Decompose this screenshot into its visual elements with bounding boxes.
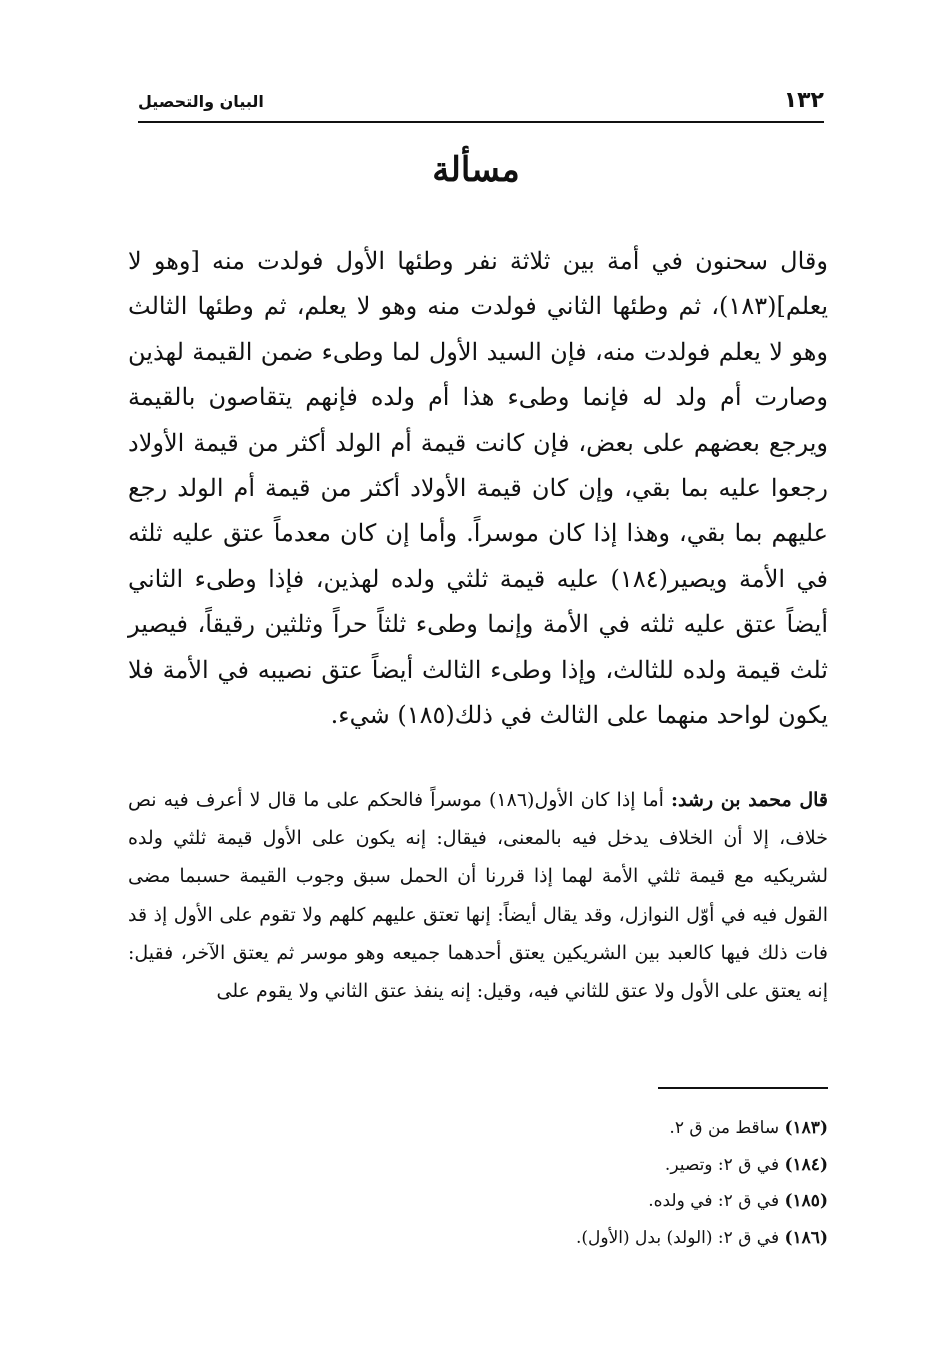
footnote-number: (١٨٦): [784, 1227, 828, 1248]
footnote-item: [128, 1147, 828, 1184]
main-paragraph: وقال سحنون في أمة بين ثلاثة نفر وطئها الأول فولدت منه [وهو لا يعلم](١٨٣)، ثم وطئها الثاني فولدت منه وهو لا يعلم، ثم وطئها الثالث وهو لا يعلم فولدت منه، فإن السيد الأول لما وطىء ضمن القيمة لهذين وصارت أم ولد له فإنما وطىء هذا أم ولده فإنهم يتقاصون بالقيمة ويرجع بعضهم على بعض، فإن كانت قيمة أم الولد أكثر من قيمة الأولاد رجعوا عليه بما بقي، وإن كان قيمة الأولاد أكثر من قيمة أم الولد رجع عليهم بما بقي، وهذا إذا كان موسراً. وأما إن كان معدماً عتق عليه ثلثه في الأمة ويصير(١٨٤) عليه قيمة ثلثي ولده لهذين، فإذا وطىء الثاني أيضاً عتق عليه ثلثه في الأمة وإنما وطىء ثلثاً حراً وثلثين رقيقاً، فيصير ثلث قيمة ولده للثالث، وإذا وطىء الثالث أيضاً عتق نصيبه في الأمة فلا يكون لواحد منهما على الثالث في ذلك(١٨٥) شيء.: [128, 247, 828, 730]
section-title: مسألة: [432, 150, 520, 190]
header-rule: [138, 121, 824, 123]
footnote-number: (١٨٤): [784, 1154, 828, 1175]
commentary-text: أما إذا كان الأول(١٨٦) موسراً فالحكم على ما قال لا أعرف فيه نص خلاف، إلا أن الخلاف يدخل فيه بالمعنى، فيقال: إنه يكون على الأول قيمة ثلثي ولده لشريكيه مع قيمة ثلثي الأمة لهما إذا قررنا أن الحمل سبق وجوب القيمة حسبما مضى القول فيه في أوّل النوازل، وقد يقال أيضاً: إنها تعتق عليهم كلهم ولا تقوم على الأول إذ قد فات ذلك فيها كالعبد بين الشريكين يعتق أحدهما جميعه وهو موسر ثم يعتق الآخر، فقيل: إنه يعتق على الأول ولا عتق للثاني فيه، وقيل: إنه ينفذ عتق الثاني ولا يقوم على: [128, 789, 829, 1003]
page-number: ١٣٢: [783, 88, 824, 113]
footnote-text: في ق ٢: في ولده.: [648, 1191, 785, 1211]
footnote-item: [128, 1183, 828, 1220]
footnote-rule: [658, 1087, 828, 1089]
running-title: البيان والتحصيل: [138, 92, 264, 111]
footnote-text: في ق ٢: وتصير.: [664, 1154, 785, 1175]
commentary-paragraph: [128, 781, 828, 1010]
page-header: [138, 84, 824, 124]
footnote-number: (١٨٣): [784, 1118, 828, 1138]
commentary-speaker: قال محمد بن رشد:: [671, 789, 829, 811]
footnote-number: (١٨٥): [784, 1191, 828, 1211]
footnotes-list: [128, 1110, 828, 1256]
footnote-text: ساقط من ق ٢.: [669, 1118, 785, 1138]
footnote-item: [128, 1110, 828, 1147]
footnote-item: [128, 1220, 828, 1257]
footnote-text: في ق ٢: (الولد) بدل (الأول).: [576, 1227, 785, 1248]
